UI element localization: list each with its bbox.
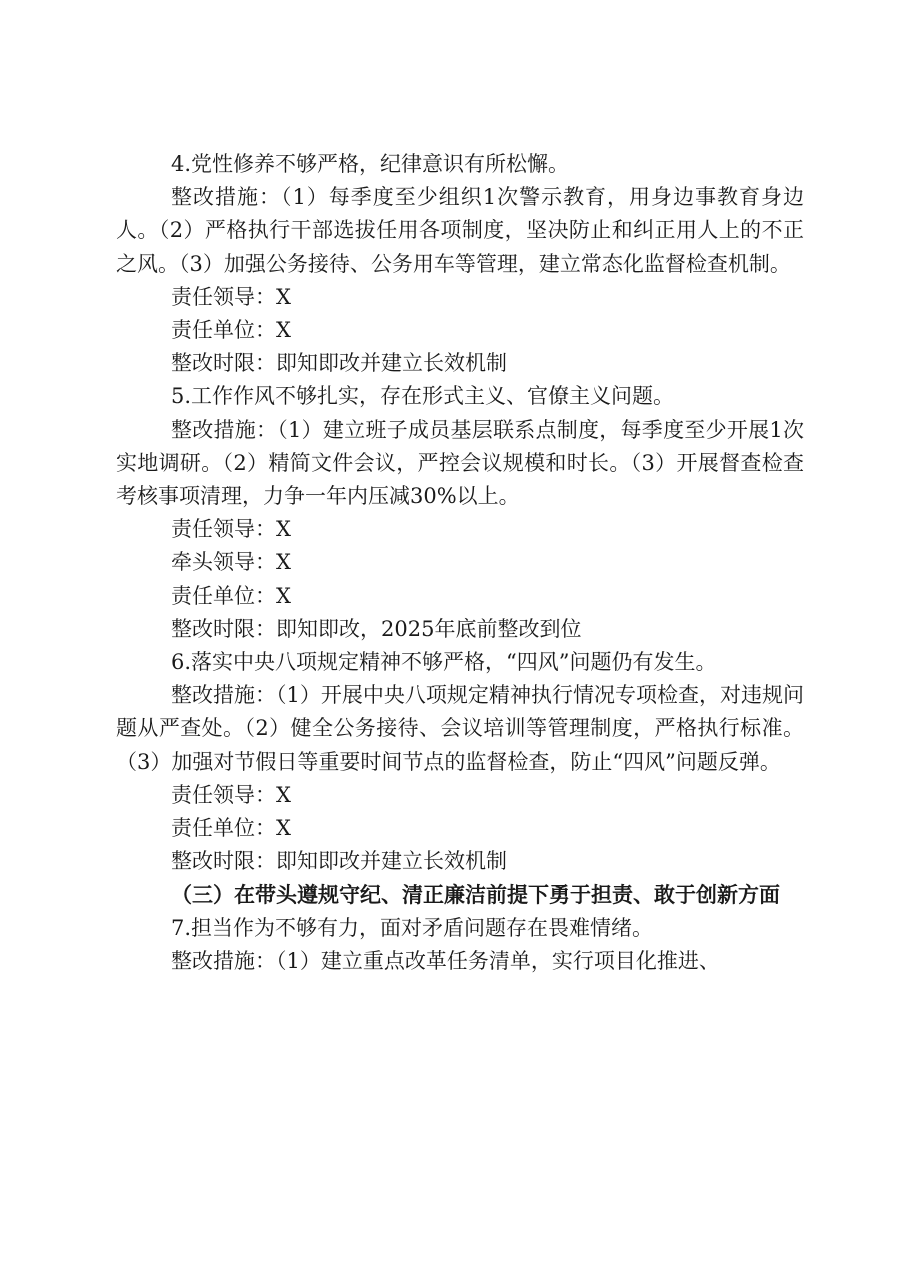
item-5-deadline: 整改时限：即知即改，2025年底前整改到位 bbox=[171, 616, 582, 641]
item-4-responsible-leader: 责任领导：X bbox=[171, 284, 291, 309]
item-7-measures: 整改措施：（1）建立重点改革任务清单，实行项目化推进、 bbox=[171, 948, 720, 973]
item-5-responsible-leader: 责任领导：X bbox=[171, 517, 291, 542]
item-6-title: 6.落实中央八项规定精神不够严格，“四风”问题仍有发生。 bbox=[171, 650, 717, 675]
item-7-title: 7.担当作为不够有力，面对矛盾问题存在畏难情绪。 bbox=[171, 915, 654, 940]
item-5-title: 5.工作作风不够扎实，存在形式主义、官僚主义问题。 bbox=[171, 384, 675, 409]
item-4-measures: 整改措施：（1）每季度至少组织1次警示教育，用身边事教育身边人。（2）严格执行干部选拔任用各项制度，坚决防止和纠正用人上的不正之风。（3）加强公务接待、公务用车等管理，建立常态化监督检查机制。 bbox=[116, 185, 804, 276]
item-5-lead-leader: 牵头领导：X bbox=[171, 550, 291, 575]
item-5-measures: 整改措施：（1）建立班子成员基层联系点制度，每季度至少开展1次实地调研。（2）精简文件会议，严控会议规模和时长。（3）开展督查检查考核事项清理，力争一年内压减30%以上。 bbox=[116, 417, 804, 509]
item-5-responsible-unit: 责任单位：X bbox=[171, 583, 291, 608]
section-3-heading: （三）在带头遵规守纪、清正廉洁前提下勇于担责、敢于创新方面 bbox=[171, 882, 780, 908]
item-4-title: 4.党性修养不够严格，纪律意识有所松懈。 bbox=[171, 152, 570, 176]
item-4-deadline: 整改时限：即知即改并建立长效机制 bbox=[171, 351, 507, 376]
item-6-measures: 整改措施：（1）开展中央八项规定精神执行情况专项检查，对违规问题从严查处。（2）健全公务接待、会议培训等管理制度，严格执行标准。（3）加强对节假日等重要时间节点的监督检查，防止“四风”问题反弹。 bbox=[116, 683, 804, 774]
item-6-responsible-unit: 责任单位：X bbox=[171, 816, 291, 841]
item-4-responsible-unit: 责任单位：X bbox=[171, 318, 291, 343]
item-6-responsible-leader: 责任领导：X bbox=[171, 782, 291, 807]
document-body bbox=[116, 148, 804, 978]
item-6-deadline: 整改时限：即知即改并建立长效机制 bbox=[171, 849, 507, 874]
